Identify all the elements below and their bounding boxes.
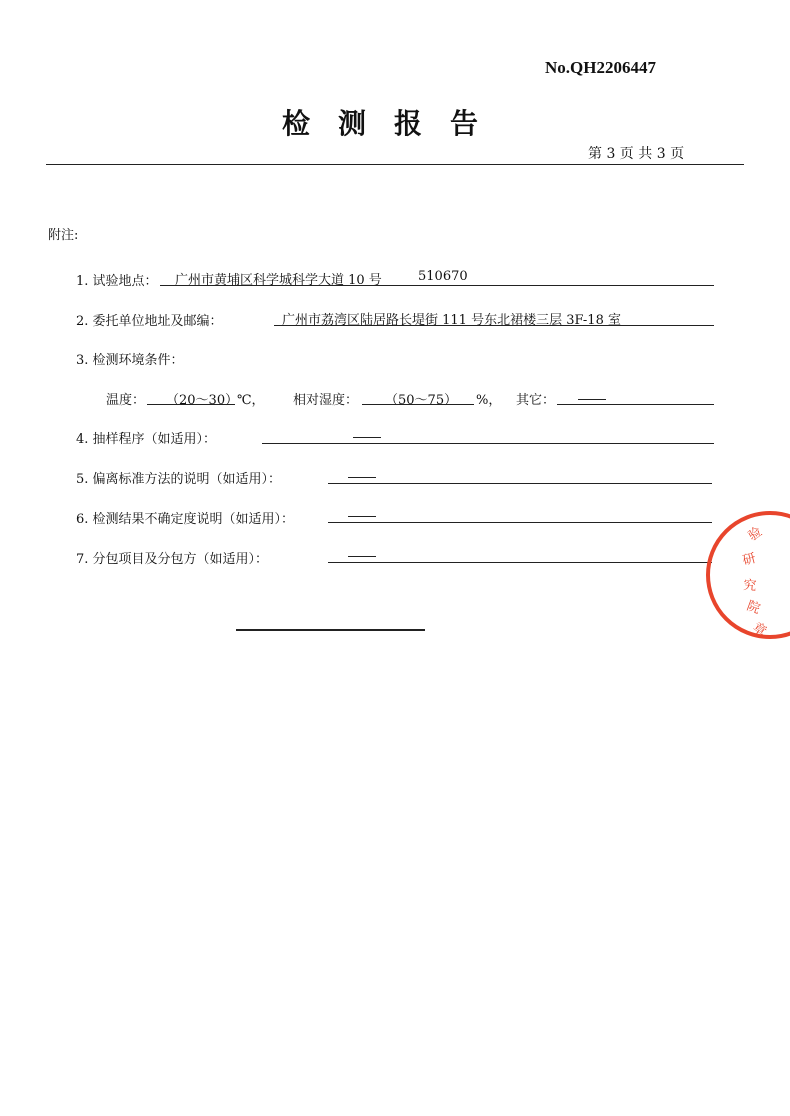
other-label: 其它： [516,393,556,408]
svg-text:研: 研 [741,551,758,569]
item7-dash [348,556,376,557]
svg-text:验: 验 [745,524,765,545]
temperature-underline [147,404,235,405]
item5-dash [348,477,376,478]
item6-label: 6. 检测结果不确定度说明（如适用）： [76,512,295,527]
report-number: No.QH2206447 [545,58,656,77]
page-info: 第 3 页 共 3 页 [588,146,685,162]
temperature-value: （20～30） [166,393,239,408]
other-underline [557,404,714,405]
item4-label: 4. 抽样程序（如适用）： [76,432,217,447]
humidity-unit: %， [476,393,502,408]
item1-underline [160,285,714,286]
temperature-label: 温度： [106,393,146,408]
item7-underline [328,562,712,563]
header-divider [46,164,744,165]
official-seal [700,505,790,645]
item2-value: 广州市荔湾区陆居路长堤街 111 号东北裙楼三层 3F-18 室 [282,313,621,328]
humidity-label: 相对湿度： [293,393,359,408]
item5-underline [328,483,712,484]
item6-dash [348,516,376,517]
item4-underline [262,443,714,444]
item4-dash [353,437,381,438]
svg-text:章: 章 [749,619,769,640]
item2-underline [274,325,714,326]
item1-label: 1. 试验地点： [76,274,158,289]
svg-text:院: 院 [744,598,762,618]
item2-label: 2. 委托单位地址及邮编： [76,314,223,329]
other-dash [578,399,606,400]
notes-label: 附注: [48,228,79,243]
temperature-unit: ℃， [237,393,265,408]
item3-label: 3. 检测环境条件： [76,353,184,368]
item5-label: 5. 偏离标准方法的说明（如适用）： [76,472,282,487]
humidity-value: （50～75） [385,393,458,408]
item1-postcode: 510670 [418,269,468,284]
item1-value: 广州市黄埔区科学城科学大道 10 号 [175,273,382,288]
document-title: 检测报告 [282,107,507,140]
end-rule [236,629,425,631]
item6-underline [328,522,712,523]
svg-text:究: 究 [742,578,757,595]
humidity-underline [362,404,474,405]
item7-label: 7. 分包项目及分包方（如适用）： [76,552,269,567]
